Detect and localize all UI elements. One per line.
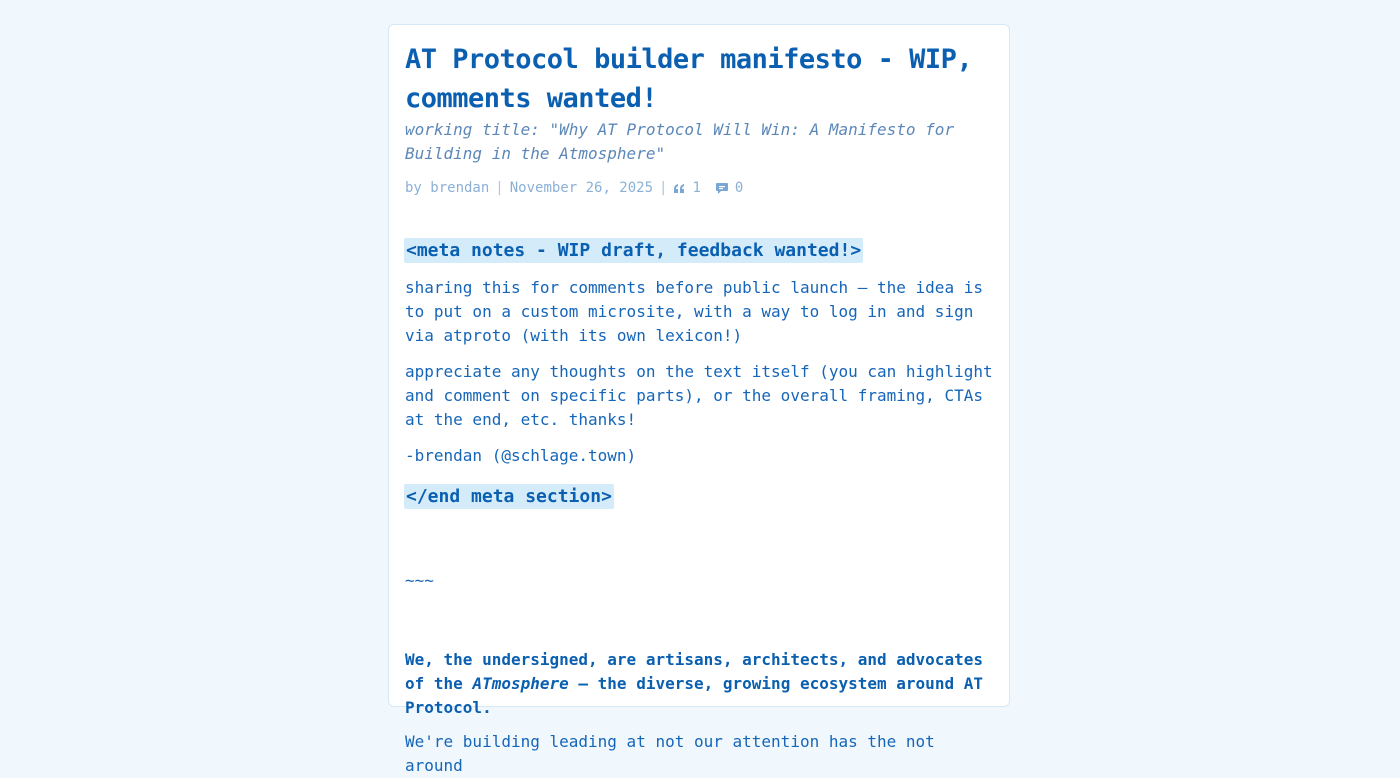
- meta-end-heading[interactable]: </end meta section>: [406, 486, 612, 507]
- section-divider: ~~~: [405, 571, 434, 590]
- author-link[interactable]: by brendan: [405, 180, 490, 196]
- quote-icon[interactable]: [673, 183, 686, 194]
- post-subtitle: working title: "Why AT Protocol Will Win: A Manifesto for Building in the Atmosphere": [405, 120, 955, 163]
- meta-separator: |: [659, 180, 668, 196]
- meta-notes-heading[interactable]: <meta notes - WIP draft, feedback wanted!>: [406, 240, 862, 261]
- manifesto-intro[interactable]: We, the undersigned, are artisans, architects, and advocates of the ATmosphere — the diverse, growing ecosystem around AT Protocol.: [405, 650, 983, 717]
- comment-count: 0: [734, 180, 744, 196]
- post-meta: [405, 178, 993, 198]
- comment-icon[interactable]: [715, 182, 729, 195]
- signature[interactable]: -brendan (@schlage.town): [405, 446, 637, 465]
- body-paragraph[interactable]: appreciate any thoughts on the text itself (you can highlight and comment on specific parts), or the overall framing, CTAs at the end, etc. thanks!: [405, 362, 993, 429]
- meta-separator: |: [495, 180, 504, 196]
- post-date: November 26, 2025: [509, 180, 654, 196]
- body-paragraph[interactable]: sharing this for comments before public launch — the idea is to put on a custom microsite, with a way to log in and sign via atproto (with its own lexicon!): [405, 278, 983, 345]
- quote-count: 1: [692, 180, 701, 196]
- atmosphere-emphasis: ATmosphere: [472, 674, 569, 693]
- body-paragraph-cutoff[interactable]: We're building leading at not our attention has the not around: [405, 732, 935, 775]
- post-card: [388, 24, 1010, 775]
- post-title: AT Protocol builder manifesto - WIP, comments wanted!: [405, 44, 973, 114]
